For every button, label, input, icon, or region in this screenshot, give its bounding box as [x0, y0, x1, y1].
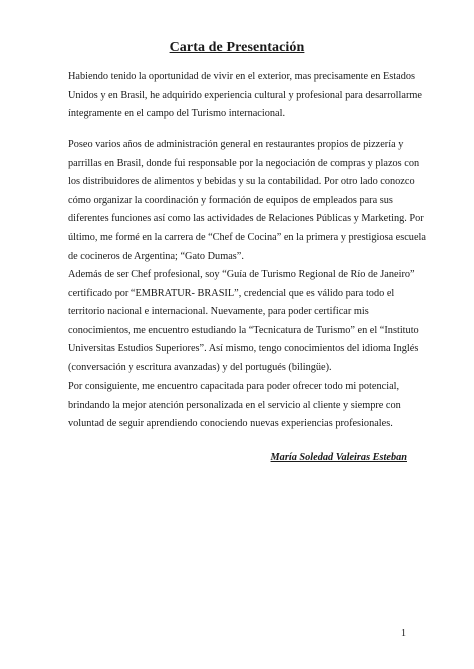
text-line: Unidos y en Brasil, he adquirido experiencia cultural y profesional para desarrollarme	[68, 89, 422, 101]
text-line: parrillas en Brasil, donde fui responsable por la negociación de compras y plazos con	[68, 157, 420, 169]
text-line: Universitas Estudios Superiores”. Así mismo, tengo conocimientos del idioma Inglés	[68, 343, 419, 355]
text-line: Además de ser Chef profesional, soy “Guía de Turismo Regional de Río de Janeiro”	[68, 269, 415, 280]
paragraph-closing	[68, 378, 420, 434]
letter-title: Carta de Presentación	[169, 40, 305, 55]
text-line: voluntad de seguir aprendiendo conociendo nuevas experiencias profesionales.	[68, 418, 393, 430]
text-line: (conversación y escritura avanzadas) y del portugués (bilingüe).	[68, 361, 332, 373]
text-line: certificado por “EMBRATUR- BRASIL”, credencial que es válido para todo el	[68, 287, 395, 299]
paragraph-experience-abroad	[68, 68, 420, 124]
text-line: último, me formé en la carrera de “Chef de Cocina” en la primera y prestigiosa escuela	[68, 231, 426, 243]
text-line: íntegramente en el campo del Turismo internacional.	[68, 108, 286, 120]
text-line: conocimientos, me encuentro estudiando la “Tecnicatura de Turismo” en el “Instituto	[68, 324, 419, 336]
text-line: de cocineros de Argentina; “Gato Dumas”.	[68, 250, 244, 262]
text-line: Poseo varios años de administración general en restaurantes propios de pizzería y	[68, 139, 404, 150]
paragraph-administration-experience	[68, 136, 426, 266]
signature-name: María Soledad Valeiras Esteban	[270, 452, 407, 463]
text-line: territorio nacional e internacional. Nuevamente, para poder certificar mis	[68, 306, 369, 318]
paragraph-certifications	[68, 266, 420, 378]
text-line: diferentes funciones así como las actividades de Relaciones Públicas y Marketing. Por	[68, 213, 424, 225]
text-line: cómo organizar la coordinación y formación de equipos de empleados para sus	[68, 194, 393, 206]
text-line: Habiendo tenido la oportunidad de vivir en el exterior, mas precisamente en Estados	[68, 71, 415, 82]
text-line: brindando la mejor atención personalizada en el servicio al cliente y siempre con	[68, 399, 401, 411]
text-line: Por consiguiente, me encuentro capacitada para poder ofrecer todo mi potencial,	[68, 381, 400, 392]
page-number: 1	[401, 628, 406, 639]
text-line: los distribuidores de alimentos y bebidas y su la contabilidad. Por otro lado conozco	[68, 176, 415, 188]
